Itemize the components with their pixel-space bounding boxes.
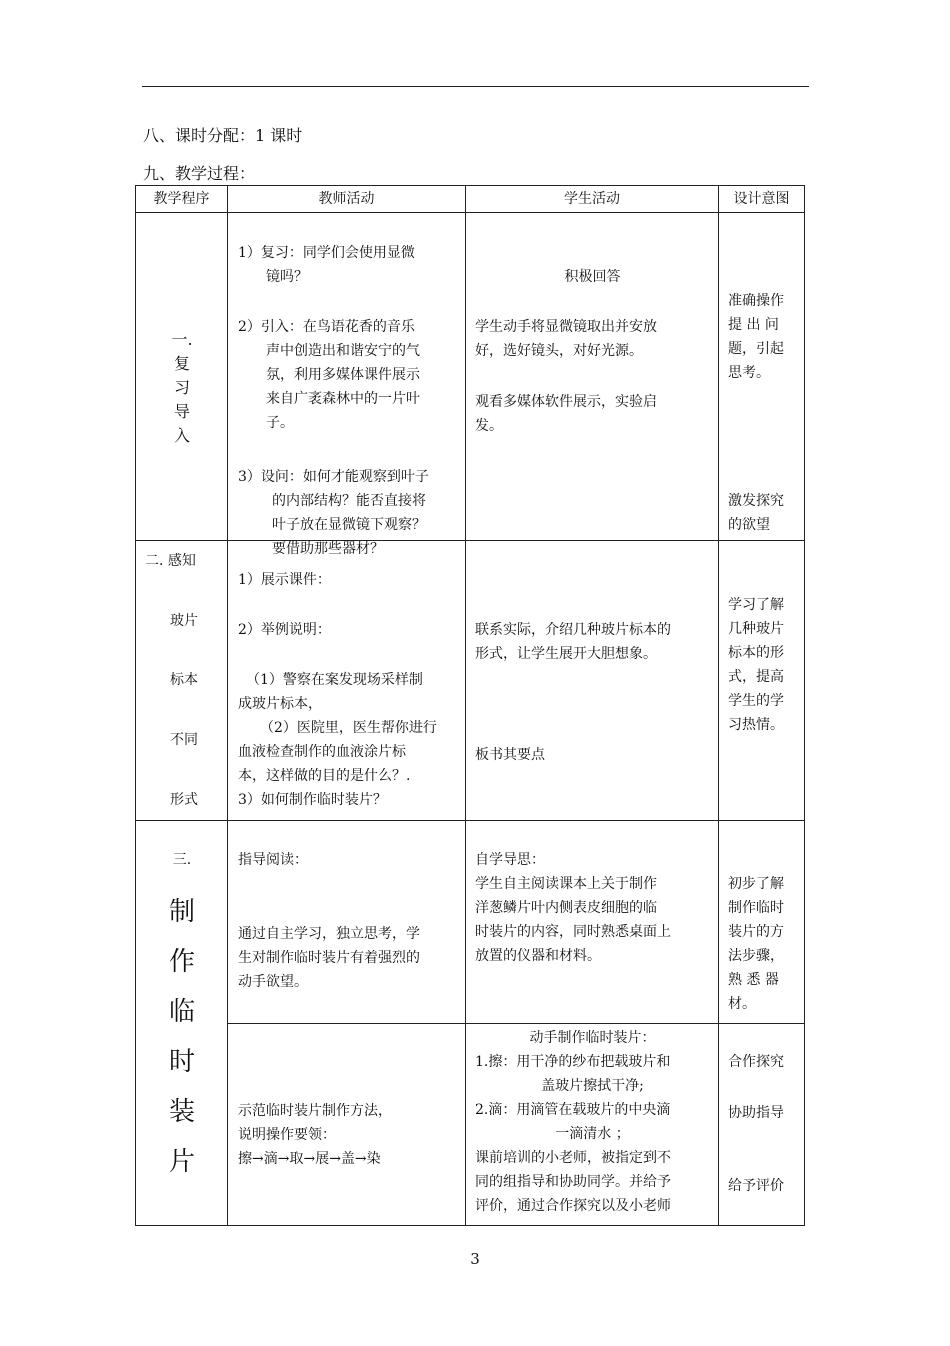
text-line: 成玻片标本， (238, 696, 322, 712)
table-row (136, 541, 805, 821)
text-line: 板书其要点 (475, 747, 545, 763)
stage-label: 入 (173, 426, 190, 445)
text-line: 学习了解 (728, 597, 784, 613)
text-line: 洋葱鳞片叶内侧表皮细胞的临 (475, 900, 657, 916)
text-line: 镜吗？ (266, 269, 308, 285)
stage-label: 临 (168, 997, 195, 1027)
text-line: 发。 (475, 418, 503, 434)
text-line: 1）复习：同学们会使用显微 (238, 245, 415, 261)
stage-label: 装 (168, 1097, 195, 1127)
teacher-cell (228, 541, 466, 821)
text-line: 激发探究 (728, 493, 784, 509)
student-cell (466, 541, 719, 821)
table-row (136, 1024, 805, 1226)
table-row (136, 213, 805, 541)
text-line: 题，引起 (728, 341, 784, 357)
text-line: 时装片的内容，同时熟悉桌面上 (475, 924, 671, 940)
table-row (136, 821, 805, 1024)
text-line: 本，这样做的目的是什么？. (238, 768, 411, 784)
text-line: 示范临时装片制作方法， (238, 1103, 392, 1119)
text-line: 材。 (728, 996, 756, 1012)
stage-label: 形式 (170, 792, 198, 808)
intent-cell (719, 1024, 805, 1226)
text-line: 氛，利用多媒体课件展示 (266, 367, 420, 383)
text-line: 联系实际，介绍几种玻片标本的 (475, 622, 671, 638)
text-line: 要借助那些器材？ (272, 541, 384, 557)
stage-cell (136, 213, 228, 541)
teacher-cell (228, 821, 466, 1024)
text-line: 学生自主阅读课本上关于制作 (475, 876, 657, 892)
teacher-cell (228, 213, 466, 557)
stage-label: 导 (173, 402, 190, 421)
text-line: 式，提高 (728, 669, 784, 685)
text-line: 来自广袤森林中的一片叶 (266, 391, 420, 407)
text-line: 习热情。 (728, 717, 784, 733)
intent-cell (719, 213, 805, 541)
text-line: 标本的形 (728, 645, 784, 661)
text-line: 准确操作 (728, 293, 784, 309)
text-line: 2）引入：在鸟语花香的音乐 (238, 319, 415, 335)
text-line: 子。 (266, 415, 294, 431)
text-line: 思考。 (728, 365, 770, 381)
header-intent: 设计意图 (719, 186, 805, 213)
text-line: 一滴清水 ； (555, 1126, 630, 1142)
text-line: 好，选好镜头，对好光源。 (475, 343, 643, 359)
text-line: 2.滴：用滴管在载玻片的中央滴 (475, 1102, 671, 1118)
text-line: 叶子放在显微镜下观察？ (272, 517, 426, 533)
text-line: 1.擦：用干净的纱布把载玻片和 (475, 1054, 671, 1070)
text-line: 指导阅读： (238, 852, 308, 868)
text-line: 几种玻片 (728, 621, 784, 637)
text-line: （2）医院里，医生帮你进行 (260, 720, 437, 736)
text-line: 提 出 问 (728, 317, 779, 333)
text-line: 生对制作临时装片有着强烈的 (238, 950, 420, 966)
stage-label: 二. 感知 (145, 553, 196, 569)
text-line: 给予评价 (728, 1178, 784, 1194)
intent-cell (719, 821, 805, 1024)
text-line: 学生的学 (728, 693, 784, 709)
text-line: 通过自主学习，独立思考，学 (238, 926, 420, 942)
text-line: 1）展示课件： (238, 572, 331, 588)
text-line: 制作临时 (728, 900, 784, 916)
text-line: 放置的仪器和材料。 (475, 948, 601, 964)
table-header-row (136, 186, 805, 213)
text-line: 的内部结构？能否直接将 (272, 493, 426, 509)
text-line: （1）警察在案发现场采样制 (246, 672, 423, 688)
text-line: 积极回答 (564, 269, 621, 285)
text-line: 法步骤， (728, 948, 784, 964)
section-8-heading: 八、课时分配：1 课时 (143, 126, 303, 145)
text-line: 动手欲望。 (238, 974, 308, 990)
student-cell (466, 1024, 719, 1226)
text-line: 评价，通过合作探究以及小老师 (475, 1198, 671, 1214)
text-line: 动手制作临时装片： (529, 1030, 656, 1046)
student-cell (466, 213, 719, 541)
page-number: 3 (470, 1250, 480, 1268)
text-line: 合作探究 (728, 1054, 784, 1070)
stage-cell (136, 821, 228, 1226)
stage-label: 制 (168, 897, 195, 927)
stage-label: 三. (172, 852, 192, 868)
stage-label: 不同 (170, 732, 198, 748)
text-line: 同的组指导和协助同学。并给予 (475, 1174, 671, 1190)
text-line: 3）如何制作临时装片？ (238, 792, 387, 808)
text-line: 形式，让学生展开大胆想象。 (475, 646, 657, 662)
teaching-process-table (135, 185, 805, 1226)
stage-label: 标本 (170, 672, 198, 688)
stage-label: 片 (168, 1147, 195, 1177)
header-stage: 教学程序 (136, 186, 228, 213)
text-line: 初步了解 (728, 876, 784, 892)
section-9-heading: 九、教学过程： (143, 164, 256, 183)
stage-label: 复 (173, 354, 190, 373)
text-line: 声中创造出和谐安宁的气 (266, 343, 420, 359)
student-cell (466, 821, 719, 1024)
text-line: 协助指导 (728, 1105, 784, 1121)
intent-cell (719, 541, 805, 821)
header-rule (142, 86, 809, 87)
text-line: 课前培训的小老师，被指定到不 (475, 1150, 671, 1166)
text-line: 说明操作要领： (238, 1127, 336, 1143)
header-student: 学生活动 (466, 186, 719, 213)
text-line: 擦→滴→取→展→盖→染 (238, 1151, 381, 1167)
stage-label: 一. (171, 330, 193, 349)
text-line: 的欲望 (728, 517, 770, 533)
stage-label: 玻片 (170, 613, 198, 629)
text-line: 观看多媒体软件展示，实验启 (475, 394, 657, 410)
text-line: 3）设问：如何才能观察到叶子 (238, 469, 429, 485)
text-line: 盖玻片擦拭干净; (541, 1078, 644, 1094)
text-line: 自学导思： (475, 852, 545, 868)
header-teacher: 教师活动 (228, 186, 466, 213)
teacher-cell (228, 1024, 466, 1226)
text-line: 装片的方 (728, 924, 784, 940)
stage-cell (136, 541, 228, 821)
stage-label: 作 (168, 947, 195, 977)
stage-label: 习 (173, 378, 190, 397)
text-line: 血液检查制作的血液涂片标 (238, 744, 406, 760)
text-line: 学生动手将显微镜取出并安放 (475, 319, 657, 335)
text-line: 熟 悉 器 (728, 972, 779, 988)
stage-label: 时 (168, 1047, 195, 1077)
text-line: 2）举例说明： (238, 622, 331, 638)
